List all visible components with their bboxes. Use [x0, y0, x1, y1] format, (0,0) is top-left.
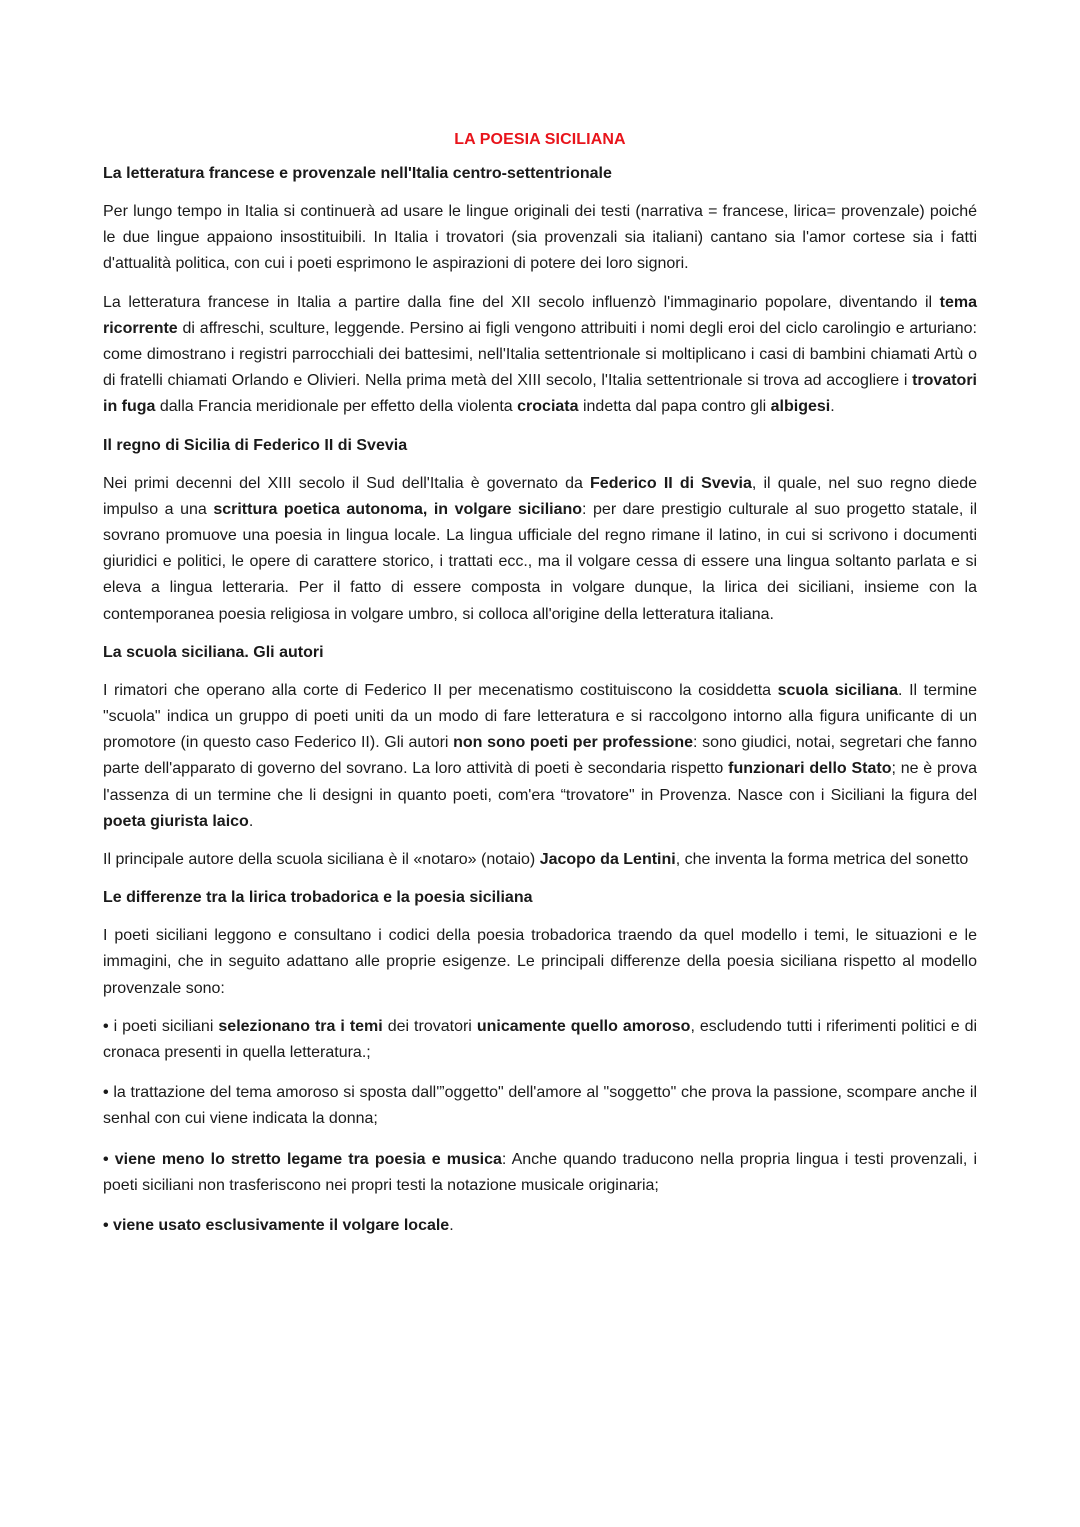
bold-text: Jacopo da Lentini	[539, 851, 676, 869]
paragraph: I rimatori che operano alla corte di Federico II per mecenatismo costituiscono la cosiddetta scuola siciliana. Il termine "scuola" indica un gruppo di poeti uniti da un modo di fare letteratura e si raccolgono intorno alla figura unificante di un promotore (in questo caso Federico II). Gli autori non sono poeti per professione: sono giudici, notai, segretari che fanno parte dell'apparato di governo del sovrano. La loro attività di poeti è secondaria rispetto funzionari dello Stato; ne è prova l'assenza di un termine che li designi in quanto poeti, com'era “trovatore" in Provenza. Nasce con i Siciliani la figura del poeta giurista laico.	[103, 681, 978, 830]
bullet-item	[103, 1213, 977, 1239]
bold-text: viene meno lo stretto legame tra poesia e musica	[114, 1150, 502, 1168]
bullet-text: viene usato esclusivamente il volgare locale.	[113, 1217, 454, 1235]
document-page	[103, 127, 977, 1253]
bold-text: albigesi	[770, 398, 831, 416]
bold-text: unicamente quello amoroso	[476, 1017, 691, 1035]
bold-text: selezionano tra i temi	[218, 1017, 383, 1035]
bold-text: tema ricorrente	[103, 293, 977, 337]
section-heading: Il regno di Sicilia di Federico II di Svevia	[103, 436, 408, 454]
page-title: LA POESIA SICILIANA	[454, 131, 626, 148]
paragraph: La letteratura francese in Italia a partire dalla fine del XII secolo influenzò l'immaginario popolare, diventando il tema ricorrente di affreschi, sculture, leggende. Persino ai figli vengono attribuiti i nomi degli eroi del ciclo carolingio e arturiano: come dimostrano i registri parrocchiali dei battesimi, nell'Italia settentrionale si moltiplicano i casi di bambini chiamati Artù o di fratelli chiamati Orlando e Olivieri. Nella prima metà del XIII secolo, l'Italia settentrionale si trova ad accogliere i trovatori in fuga dalla Francia meridionale per effetto della violenta crociata indetta dal papa contro gli albigesi.	[103, 293, 977, 416]
bullet-item	[103, 1014, 977, 1066]
bold-text: scrittura poetica autonoma, in volgare siciliano	[213, 500, 583, 518]
paragraph: Il principale autore della scuola siciliana è il «notaro» (notaio) Jacopo da Lentini, che inventa la forma metrica del sonetto	[103, 851, 969, 869]
bullet-text: viene meno lo stretto legame tra poesia e musica: Anche quando traducono nella propria lingua i testi provenzali, i poeti siciliani non trasferiscono nei propri testi la notazione musicale originaria;	[103, 1150, 978, 1194]
bold-text: trovatori in fuga	[103, 372, 977, 416]
bold-text: scuola siciliana	[777, 681, 899, 699]
bold-text: Federico II di Svevia	[590, 474, 752, 492]
section-heading: La scuola siciliana. Gli autori	[103, 643, 324, 661]
bullet-dot: •	[103, 1084, 114, 1102]
paragraph: Per lungo tempo in Italia si continuerà ad usare le lingue originali dei testi (narrativa = francese, lirica= provenzale) poiché le due lingue appaiono insostituibili. In Italia i trovatori (sia provenzali sia italiani) cantano sia l'amor cortese sia i fatti d'attualità politica, con cui i poeti esprimono le aspirazioni di potere dei loro signori.	[103, 203, 977, 273]
bold-text: funzionari dello Stato	[728, 760, 892, 778]
bullet-dot: •	[103, 1150, 115, 1168]
bold-text: crociata	[517, 398, 579, 416]
bold-text: viene usato esclusivamente il volgare locale	[113, 1217, 450, 1235]
bullet-dot: •	[103, 1017, 114, 1035]
bullet-text: i poeti siciliani selezionano tra i temi dei trovatori unicamente quello amoroso, escludendo tutti i riferimenti politici e di cronaca presenti in quella letteratura.;	[103, 1017, 978, 1062]
bullet-item	[103, 1147, 977, 1199]
bullet-text: la trattazione del tema amoroso si sposta dall'”oggetto" dell'amore al "soggetto" che prova la passione, scompare anche il senhal con cui viene indicata la donna;	[103, 1084, 977, 1128]
paragraph: I poeti siciliani leggono e consultano i codici della poesia trobadorica traendo da quel modello i temi, le situazioni e le immagini, che in seguito adattano alle proprie esigenze. Le principali differenze della poesia siciliana rispetto al modello provenzale sono:	[103, 927, 977, 997]
bullet-item	[103, 1080, 977, 1132]
paragraph: Nei primi decenni del XIII secolo il Sud dell'Italia è governato da Federico II di Svevia, il quale, nel suo regno diede impulso a una scrittura poetica autonoma, in volgare siciliano: per dare prestigio culturale al suo progetto statale, il sovrano promuove una poesia in lingua locale. La lingua ufficiale del regno rimane il latino, in cui si scrivono i documenti giuridici e politici, le opere di carattere storico, i trattati ecc., ma il volgare cessa di essere una lingua soltanto parlata e si eleva a lingua letteraria. Per il fatto di essere composta in volgare dunque, la lirica dei siciliani, insieme con la contemporanea poesia religiosa in volgare umbro, si colloca all'origine della letteratura italiana.	[103, 474, 978, 623]
bold-text: non sono poeti per professione	[453, 734, 694, 752]
section-heading: Le differenze tra la lirica trobadorica e la poesia siciliana	[103, 889, 533, 907]
bullet-dot: •	[103, 1217, 114, 1235]
bold-text: poeta giurista laico	[103, 812, 249, 830]
section-heading: La letteratura francese e provenzale nell'Italia centro-settentrionale	[103, 165, 612, 182]
